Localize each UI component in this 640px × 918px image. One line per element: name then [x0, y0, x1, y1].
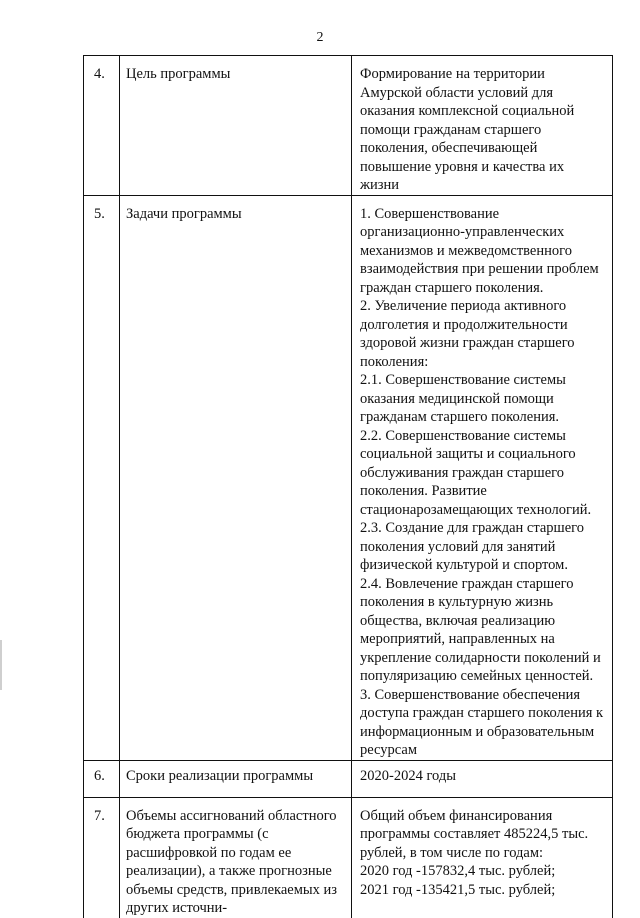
table-row [84, 195, 613, 760]
row-label: Цель программы [120, 56, 352, 196]
row-label: Объемы ассигнований областного бюджета программы (с расшифровкой по годам ее реализации), а также прогнозные объемы средств, привлекаемых из других источни- [120, 797, 352, 918]
value-paragraph: 2. Увеличение периода активного долголетия и продолжительности здоровой жизни граждан старшего поколения: [360, 298, 575, 370]
value-paragraph: 2.3. Создание для граждан старшего поколения условий для занятий физической культурой и спортом. [360, 520, 584, 573]
scan-edge-mark [0, 640, 2, 690]
row-number: 6. [84, 760, 120, 797]
row-value [352, 56, 613, 196]
value-paragraph: 2020 год -157832,4 тыс. рублей; [360, 863, 556, 879]
row-label: Сроки реализации программы [120, 760, 352, 797]
table-row [84, 797, 613, 918]
row-number: 4. [84, 56, 120, 196]
passport-table [83, 55, 613, 918]
row-value [352, 760, 613, 797]
value-paragraph: 3. Совершенствование обеспечения доступа граждан старшего поколения к информационным и образовательным ресурсам [360, 686, 604, 758]
value-paragraph: Общий объем финансирования программы составляет 485224,5 тыс. рублей, в том числе по годам: [360, 807, 589, 861]
page-number: 2 [316, 30, 324, 45]
value-paragraph: 2.2. Совершенствование системы социальной защиты и социального обслуживания граждан старшего поколения. Развитие стационарозамещающих технологий. [360, 427, 592, 518]
row-number: 5. [84, 195, 120, 760]
row-number: 7. [84, 797, 120, 918]
row-value [352, 195, 613, 760]
value-paragraph: 1. Совершенствование организационно-управленческих механизмов и межведомственного взаимодействия при решении проблем граждан старшего поколения. [360, 205, 599, 296]
table-row [84, 760, 613, 797]
value-paragraph: 2021 год -135421,5 тыс. рублей; [360, 881, 556, 898]
row-value [352, 797, 613, 918]
value-paragraph: 2.4. Вовлечение граждан старшего поколения в культурную жизнь общества, включая реализацию мероприятий, направленных на укрепление солидарности поколений и популяризацию семейных ценностей. [360, 575, 601, 684]
row-label: Задачи программы [120, 195, 352, 760]
value-paragraph: 2.1. Совершенствование системы оказания медицинской помощи гражданам старшего поколения. [360, 372, 566, 425]
table-row [84, 56, 613, 196]
value-paragraph: Формирование на территории Амурской области условий для оказания комплексной социальной помощи гражданам старшего поколения, обеспечивающей повышение уровня и качества их жизни [360, 66, 575, 193]
value-paragraph: 2020-2024 годы [360, 767, 456, 784]
